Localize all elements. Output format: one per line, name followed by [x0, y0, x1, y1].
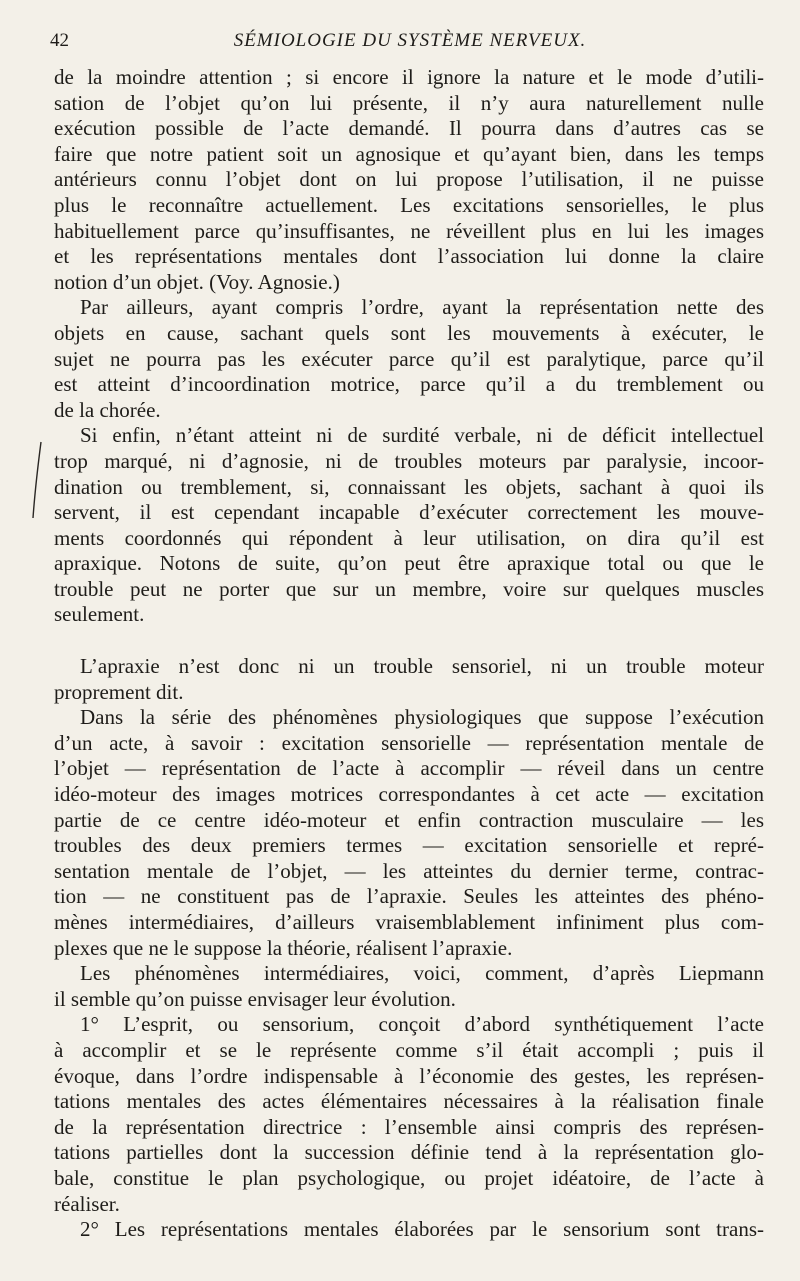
text-line: plus le reconnaître actuellement. Les excitations sensorielles, le plus [54, 192, 764, 217]
text-line: d’un acte, à savoir : excitation sensorielle — représentation mentale de [54, 730, 764, 755]
text-line: Par ailleurs, ayant compris l’ordre, ayant la représentation nette des [80, 295, 764, 320]
text-line: à accomplir et se le représente comme s’il était accompli ; puis il [54, 1037, 764, 1062]
text-line: plexes que ne le suppose la théorie, réalisent l’apraxie. [54, 935, 513, 960]
text-line: objets en cause, sachant quels sont les mouvements à exécuter, le [54, 320, 764, 345]
text-line: apraxique. Notons de suite, qu’on peut être apraxique total ou que le [54, 551, 764, 576]
text-line: tations partielles dont la succession définie tend à la représentation glo- [54, 1140, 764, 1165]
text-line: de la chorée. [54, 397, 161, 422]
text-line: de la représentation directrice : l’ensemble ainsi compris des représen- [54, 1114, 764, 1139]
text-line: sation de l’objet qu’on lui présente, il n’y aura naturellement nulle [54, 90, 764, 115]
body-text [54, 65, 764, 1243]
text-line: tations mentales des actes élémentaires nécessaires à la réalisation finale [54, 1089, 764, 1114]
text-line: sentation mentale de l’objet, — les atteintes du dernier terme, contrac- [54, 858, 764, 883]
text-line: Les phénomènes intermédiaires, voici, comment, d’après Liepmann [80, 961, 764, 986]
text-line: proprement dit. [54, 679, 184, 704]
text-line: troubles des deux premiers termes — excitation sensorielle et repré- [54, 833, 764, 858]
text-line: est atteint d’incoordination motrice, parce qu’il a du tremblement ou [54, 372, 764, 397]
text-line: 1° L’esprit, ou sensorium, conçoit d’abord synthétiquement l’acte [80, 1012, 764, 1037]
page-number: 42 [50, 30, 69, 51]
text-line: idéo-moteur des images motrices correspondantes à cet acte — excitation [54, 782, 764, 807]
text-line: sujet ne pourra pas les exécuter parce qu’il est paralytique, parce qu’il [54, 346, 764, 371]
text-line: de la moindre attention ; si encore il ignore la nature et le mode d’utili- [54, 65, 764, 89]
text-line: évoque, dans l’ordre indispensable à l’économie des gestes, les représen- [54, 1063, 764, 1088]
text-line: seulement. [54, 602, 145, 627]
text-line: Dans la série des phénomènes physiologiques que suppose l’exécution [80, 705, 764, 730]
text-line: ments coordonnés qui répondent à leur utilisation, on dira qu’il est [54, 525, 764, 550]
text-line: réaliser. [54, 1191, 120, 1216]
text-line: 2° Les représentations mentales élaborées par le sensorium sont trans- [80, 1217, 764, 1242]
text-line: faire que notre patient soit un agnosique et qu’ayant bien, dans les temps [54, 141, 764, 166]
text-line: mènes intermédiaires, d’ailleurs vraisemblablement infiniment plus com- [54, 910, 764, 934]
text-line: L’apraxie n’est donc ni un trouble sensoriel, ni un trouble moteur [80, 654, 764, 679]
text-line: habituellement parce qu’insuffisantes, ne réveillent plus en lui les images [54, 218, 764, 243]
text-line: l’objet — représentation de l’acte à accomplir — réveil dans un centre [54, 756, 764, 781]
text-line: trouble peut ne porter que sur un membre, voire sur quelques muscles [54, 576, 764, 601]
text-line: trop marqué, ni d’agnosie, ni de troubles moteurs par paralysie, incoor- [54, 448, 764, 473]
text-line: tion — ne constituent pas de l’apraxie. Seules les atteintes des phéno- [54, 884, 764, 909]
running-title: SÉMIOLOGIE DU SYSTÈME NERVEUX. [233, 30, 587, 51]
text-line: notion d’un objet. (Voy. Agnosie.) [54, 269, 340, 294]
text-line: et les représentations mentales dont l’association lui donne la claire [54, 244, 764, 269]
text-line: partie de ce centre idéo-moteur et enfin contraction musculaire — les [54, 807, 764, 832]
margin-pencil-mark [30, 440, 44, 520]
text-line: Si enfin, n’étant atteint ni de surdité verbale, ni de déficit intellectuel [80, 423, 764, 448]
text-line: servent, il est cependant incapable d’exécuter correctement les mouve- [54, 500, 764, 525]
text-line: dination ou tremblement, si, connaissant les objets, sachant à quoi ils [54, 474, 764, 499]
page-header [50, 30, 770, 56]
text-line: exécution possible de l’acte demandé. Il pourra dans d’autres cas se [54, 116, 764, 141]
text-line: il semble qu’on puisse envisager leur évolution. [54, 986, 456, 1011]
text-line: bale, constitue le plan psychologique, ou projet idéatoire, de l’acte à [54, 1165, 764, 1190]
text-line: antérieurs connu l’objet dont on lui propose l’utilisation, il ne puisse [54, 167, 764, 192]
